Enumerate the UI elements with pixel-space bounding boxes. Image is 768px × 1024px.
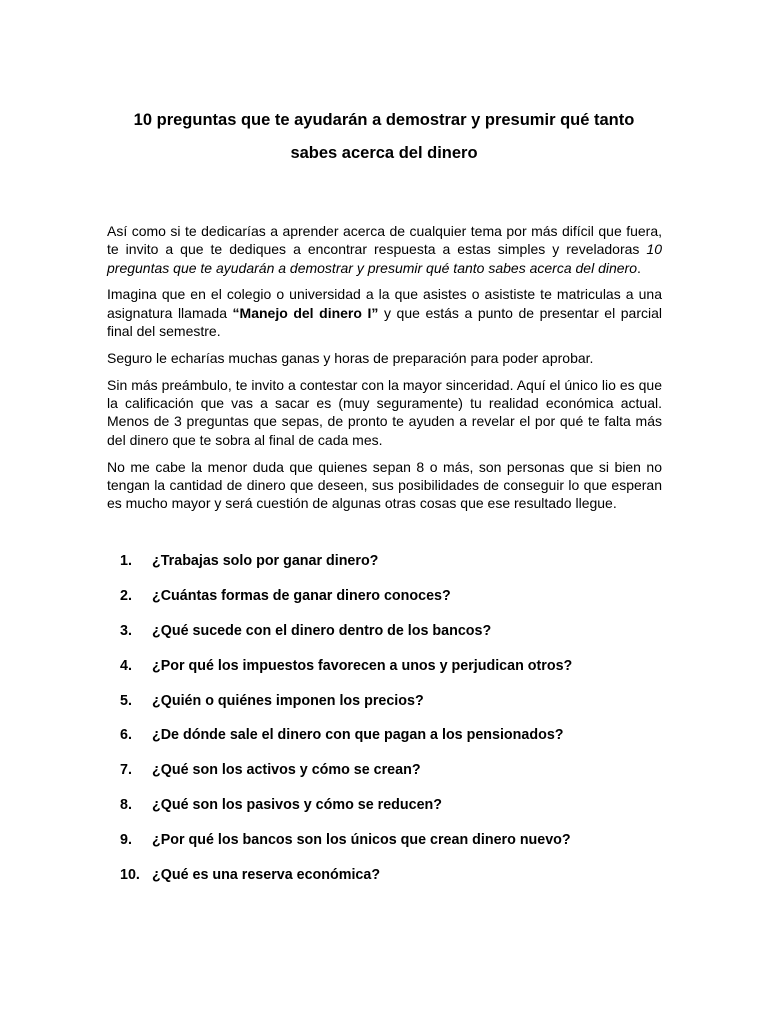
question-number: 7. (120, 762, 132, 779)
paragraph-subject-end: y que estás a punto de presentar el parcial final del semestre. (107, 304, 662, 340)
paragraph-intro-text: Así como si te dedicarías a aprender acerca de cualquier tema por más difícil que fuera, te invito a que te dediques a encontrar respuesta a estas simples y reveladoras (107, 223, 662, 258)
question-number: 9. (120, 832, 132, 849)
paragraph-subject (107, 285, 662, 340)
question-text: ¿Qué es una reserva económica? (152, 867, 381, 884)
paragraph-subject-text: Imagina que en el colegio o universidad a la que asistes o asististe te matriculas a una asignatura llamada (107, 286, 662, 321)
question-item (120, 620, 572, 655)
question-text: ¿Cuántas formas de ganar dinero conoces? (152, 587, 451, 604)
questions-list (120, 550, 572, 899)
title-line-1: 10 preguntas que te ayudarán a demostrar y presumir qué tanto (133, 111, 635, 129)
question-item (120, 829, 572, 864)
paragraph-intro-emphasis: 10 preguntas que te ayudarán a demostrar y presumir qué tanto sabes acerca del dinero (107, 241, 662, 276)
question-text: ¿Trabajas solo por ganar dinero? (152, 553, 379, 569)
question-item (120, 690, 572, 725)
paragraph-preparation: Seguro le echarías muchas ganas y horas de preparación para poder aprobar. (107, 349, 594, 366)
question-number: 5. (120, 692, 132, 709)
paragraph-instructions: Sin más preámbulo, te invito a contestar con la mayor sinceridad. Aquí el único lio es que la calificación que vas a sacar es (muy seguramente) tu realidad económica actual. Menos de 3 preguntas que sepas, de pronto te ayuden a revelar el por qué te falta más del dinero que te sobra al final de cada mes. (107, 376, 662, 448)
question-number: 8. (120, 797, 132, 814)
paragraph-intro-end: . (636, 259, 641, 276)
question-item (120, 724, 572, 759)
question-item (120, 794, 572, 829)
question-number: 3. (120, 622, 132, 639)
question-number: 10. (120, 867, 140, 884)
question-number: 4. (120, 657, 132, 674)
question-number: 2. (120, 587, 132, 604)
question-number: 1. (120, 553, 132, 569)
question-item (120, 759, 572, 794)
question-text: ¿Qué son los activos y cómo se crean? (152, 762, 421, 779)
paragraph-conclusion: No me cabe la menor duda que quienes sepan 8 o más, son personas que si bien no tengan la cantidad de dinero que deseen, sus posibilidades de conseguir lo que esperan es mucho mayor y será cuestión de algunas otras cosas que ese resultado llegue. (107, 458, 662, 512)
question-text: ¿Qué son los pasivos y cómo se reducen? (152, 797, 442, 814)
question-item (120, 550, 572, 585)
question-item (120, 655, 572, 690)
question-item (120, 864, 572, 899)
document-title (60, 104, 708, 170)
question-item (120, 585, 572, 620)
title-line-2: sabes acerca del dinero (290, 144, 478, 162)
question-text: ¿Por qué los bancos son los únicos que crean dinero nuevo? (152, 832, 571, 849)
question-number: 6. (120, 727, 132, 744)
paragraph-intro (107, 222, 662, 277)
question-text: ¿Qué sucede con el dinero dentro de los bancos? (152, 622, 492, 639)
question-text: ¿Por qué los impuestos favorecen a unos y perjudican otros? (152, 657, 573, 674)
document-body (107, 222, 662, 521)
course-name: “Manejo del dinero I” (232, 304, 379, 321)
question-text: ¿Quién o quiénes imponen los precios? (152, 692, 424, 709)
question-text: ¿De dónde sale el dinero con que pagan a los pensionados? (152, 727, 564, 744)
